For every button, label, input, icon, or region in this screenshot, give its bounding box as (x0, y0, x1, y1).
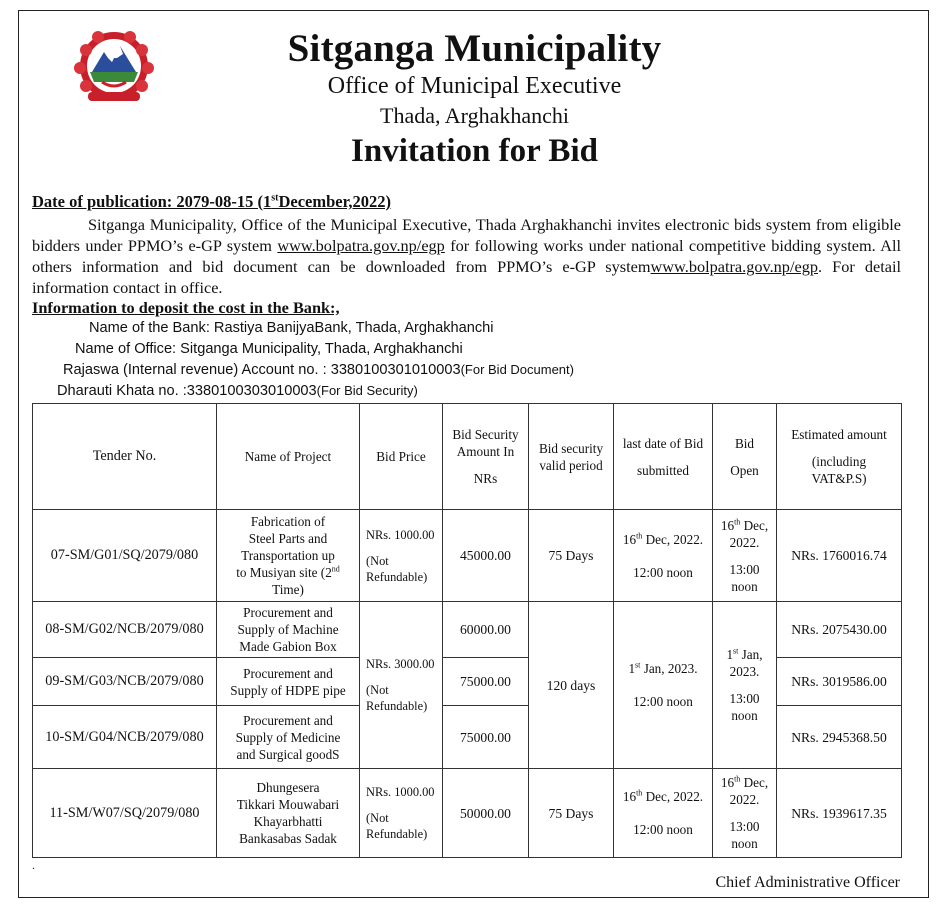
estimated-amount: NRs. 2945368.50 (777, 706, 902, 769)
project-name: Procurement and Supply of HDPE pipe (217, 658, 360, 706)
bid-security-amount: 75000.00 (443, 706, 529, 769)
header-bid-price: Bid Price (360, 404, 443, 510)
project-name: Procurement and Supply of Medicine and Surgical goodS (217, 706, 360, 769)
estimated-amount: NRs. 3019586.00 (777, 658, 902, 706)
footer-mark: . (32, 858, 35, 872)
bid-security-amount: 60000.00 (443, 602, 529, 658)
last-submission-date-group: 1st Jan, 2023. 12:00 noon (614, 602, 713, 769)
signatory-title: Chief Administrative Officer (715, 874, 900, 891)
header-estimated-amount: Estimated amount (including VAT&P.S) (777, 404, 902, 510)
tender-no: 08-SM/G02/NCB/2079/080 (33, 602, 217, 658)
valid-period-group: 120 days (529, 602, 614, 769)
intro-paragraph: Sitganga Municipality, Office of the Municipal Executive, Thada Arghakhanchi invites electronic bids system from eligible bidders under PPMO’s e-GP system www.bolpatra.gov.np/egp for following works under national competitive bidding system. All others information and bid document can be downloaded from PPMO’s e-GP systemwww.bolpatra.gov.np/egp. For detail information contact in office. (32, 215, 901, 297)
office-account-name: Name of Office: Sitganga Municipality, Thada, Arghakhanchi (75, 341, 463, 357)
bid-security-amount: 50000.00 (443, 769, 529, 858)
tender-no: 11-SM/W07/SQ/2079/080 (33, 769, 217, 858)
notice-heading: Invitation for Bid (351, 133, 598, 169)
tender-no: 07-SM/G01/SQ/2079/080 (33, 510, 217, 602)
valid-period: 75 Days (529, 769, 614, 858)
header-tender-no: Tender No. (33, 404, 217, 510)
header-project: Name of Project (217, 404, 360, 510)
bid-security-amount: 75000.00 (443, 658, 529, 706)
office-location: Thada, Arghakhanchi (380, 103, 569, 128)
project-name: Procurement and Supply of Machine Made Gabion Box (217, 602, 360, 658)
bid-open-date-group: 1st Jan, 2023. 13:00 noon (713, 602, 777, 769)
bank-name: Name of the Bank: Rastiya BanijyaBank, Thada, Arghakhanchi (89, 320, 494, 336)
valid-period: 75 Days (529, 510, 614, 602)
office-name: Office of Municipal Executive (327, 73, 622, 99)
header-bid-security: Bid Security Amount In NRs (443, 404, 529, 510)
bid-price: NRs. 1000.00 (Not Refundable) (360, 769, 443, 858)
municipality-title: Sitganga Municipality (287, 27, 662, 70)
last-submission-date: 16th Dec, 2022. 12:00 noon (614, 769, 713, 858)
header-last-date: last date of Bid submitted (614, 404, 713, 510)
bank-info-heading: Information to deposit the cost in the Bank:, (32, 298, 340, 317)
header-bid-open: Bid Open (713, 404, 777, 510)
estimated-amount: NRs. 1939617.35 (777, 769, 902, 858)
table-row (33, 602, 902, 658)
egp-link-2[interactable]: www.bolpatra.gov.np/egp (650, 257, 818, 276)
table-row (33, 769, 902, 858)
table-row (33, 510, 902, 602)
bid-price: NRs. 1000.00 (Not Refundable) (360, 510, 443, 602)
tender-no: 10-SM/G04/NCB/2079/080 (33, 706, 217, 769)
publication-date: Date of publication: 2079-08-15 (1stDecember,2022) (32, 192, 392, 211)
last-submission-date: 16th Dec, 2022. 12:00 noon (614, 510, 713, 602)
header-valid-period: Bid security valid period (529, 404, 614, 510)
estimated-amount: NRs. 1760016.74 (777, 510, 902, 602)
bid-table (32, 403, 902, 858)
dharauti-account: Dharauti Khata no. :3380100303010003(For Bid Security) (57, 383, 418, 399)
table-header-row (33, 404, 902, 510)
estimated-amount: NRs. 2075430.00 (777, 602, 902, 658)
bid-open-date: 16th Dec, 2022. 13:00 noon (713, 769, 777, 858)
bid-open-date: 16th Dec, 2022. 13:00 noon (713, 510, 777, 602)
egp-link[interactable]: www.bolpatra.gov.np/egp (277, 236, 445, 255)
project-name: Fabrication of Steel Parts and Transportation up to Musiyan site (2nd Time) (217, 510, 360, 602)
tender-no: 09-SM/G03/NCB/2079/080 (33, 658, 217, 706)
rajaswa-account: Rajaswa (Internal revenue) Account no. : 3380100301010003(For Bid Document) (63, 362, 574, 378)
bid-security-amount: 45000.00 (443, 510, 529, 602)
project-name: Dhungesera Tikkari Mouwabari Khayarbhatti Bankasabas Sadak (217, 769, 360, 858)
bid-price-group: NRs. 3000.00 (Not Refundable) (360, 602, 443, 769)
